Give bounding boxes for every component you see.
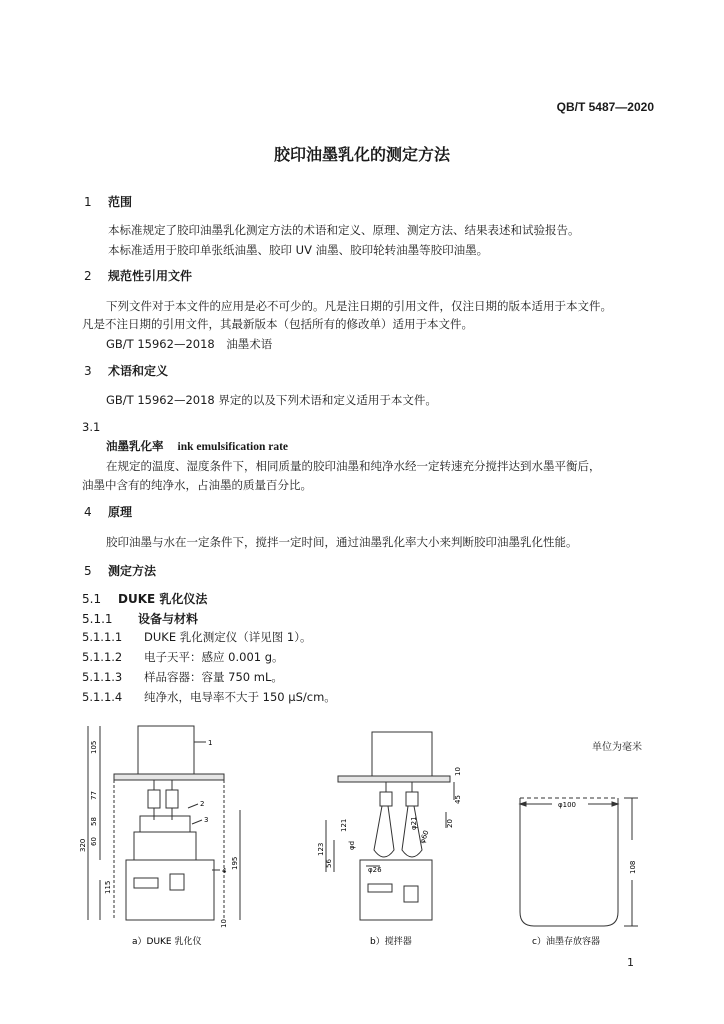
part-label: 2 bbox=[200, 800, 205, 808]
item-text: DUKE 乳化测定仪（详见图 1）。 bbox=[144, 630, 312, 644]
dimension-label: 77 bbox=[90, 791, 98, 800]
part-label: 3 bbox=[204, 816, 209, 824]
page-number: 1 bbox=[627, 956, 634, 969]
section-number: 1 bbox=[84, 195, 92, 209]
list-item bbox=[82, 649, 284, 665]
section-number: 3 bbox=[84, 364, 92, 378]
dimension-label: 10 bbox=[220, 919, 228, 928]
container-outline bbox=[520, 798, 618, 926]
section-title: 规范性引用文件 bbox=[108, 269, 193, 283]
normative-reference: GB/T 15962—2018 油墨术语 bbox=[106, 337, 273, 351]
section-5-1-1-heading bbox=[82, 610, 198, 627]
section-5-heading bbox=[84, 562, 156, 579]
paragraph: 本标准适用于胶印单张纸油墨、胶印 UV 油墨、胶印轮转油墨等胶印油墨。 bbox=[108, 243, 489, 257]
paragraph: 下列文件对于本文件的应用是必不可少的。凡是注日期的引用文件，仅注日期的版本适用于本文件。 bbox=[106, 299, 612, 313]
figure-caption: c）油墨存放容器 bbox=[532, 937, 600, 947]
section-number: 5 bbox=[84, 564, 92, 578]
list-item bbox=[82, 689, 336, 705]
paragraph: 凡是不注日期的引用文件，其最新版本（包括所有的修改单）适用于本文件。 bbox=[82, 317, 473, 331]
dimension-label: 123 bbox=[317, 842, 325, 856]
section-title: 范围 bbox=[108, 195, 133, 209]
item-text: 样品容器：容量 750 mL。 bbox=[144, 670, 283, 684]
dimension-label: 108 bbox=[629, 860, 637, 874]
stirring-paddle bbox=[402, 806, 422, 857]
dimension-label: 195 bbox=[231, 856, 239, 870]
section-title: 测定方法 bbox=[108, 564, 157, 578]
dimension-label: φd bbox=[348, 840, 356, 850]
item-text: 纯净水，电导率不大于 150 μS/cm。 bbox=[144, 690, 336, 704]
section-title: 术语和定义 bbox=[108, 364, 169, 378]
dimension-label: 121 bbox=[340, 818, 348, 832]
dimension-label: 105 bbox=[90, 740, 98, 754]
paragraph: 在规定的温度、湿度条件下，相同质量的胶印油墨和纯净水经一定转速充分搅拌达到水墨平衡后， bbox=[106, 459, 601, 473]
section-title: DUKE 乳化仪法 bbox=[118, 592, 208, 606]
dimension-label: φ26 bbox=[368, 866, 382, 874]
term-entry bbox=[106, 438, 288, 454]
figure-c-ink-container bbox=[506, 780, 666, 960]
section-4-heading bbox=[84, 503, 132, 520]
section-title: 原理 bbox=[108, 505, 133, 519]
document-title: 胶印油墨乳化的测定方法 bbox=[273, 145, 450, 164]
stirring-paddle bbox=[374, 806, 394, 857]
item-number: 5.1.1.3 bbox=[82, 670, 123, 684]
base-platform bbox=[134, 832, 196, 860]
item-number: 5.1.1.4 bbox=[82, 690, 123, 704]
dimension-label: 58 bbox=[90, 817, 98, 826]
paragraph: 胶印油墨与水在一定条件下，搅拌一定时间，通过油墨乳化率大小来判断胶印油墨乳化性能。 bbox=[106, 535, 578, 549]
item-number: 5.1.1.2 bbox=[82, 650, 123, 664]
dimension-label: 45 bbox=[454, 795, 462, 804]
dimension-label: 320 bbox=[79, 838, 87, 852]
dimension-label: φ100 bbox=[558, 801, 576, 809]
dimension-label: 60 bbox=[90, 837, 98, 846]
term-chinese: 油墨乳化率 bbox=[106, 439, 164, 453]
top-plate bbox=[114, 774, 224, 780]
section-number: 5.1 bbox=[82, 592, 102, 606]
section-number: 5.1.1 bbox=[82, 612, 113, 626]
item-text: 电子天平：感应 0.001 g。 bbox=[144, 650, 284, 664]
unit-note: 单位为毫米 bbox=[592, 742, 642, 753]
dimension-label: 20 bbox=[446, 819, 454, 828]
paragraph: 油墨中含有的纯净水，占油墨的质量百分比。 bbox=[82, 478, 312, 492]
dimension-label: 10 bbox=[454, 767, 462, 776]
dimension-label: φ21 bbox=[410, 816, 418, 830]
section-1-heading bbox=[84, 193, 132, 210]
term-english: ink emulsification rate bbox=[177, 441, 289, 453]
dimension-label: 56 bbox=[325, 859, 333, 868]
section-number: 4 bbox=[84, 505, 92, 519]
sample-container bbox=[140, 816, 190, 832]
list-item bbox=[82, 669, 283, 685]
section-number: 2 bbox=[84, 269, 92, 283]
section-title: 设备与材料 bbox=[138, 612, 199, 626]
part-label: 4 bbox=[222, 867, 227, 875]
figure-b-stirrer bbox=[308, 720, 488, 960]
dimension-label: 115 bbox=[104, 880, 112, 894]
list-item bbox=[82, 629, 311, 645]
motor-housing bbox=[138, 726, 194, 774]
subsection-number: 3.1 bbox=[82, 420, 101, 434]
section-5-1-heading bbox=[82, 590, 207, 607]
figure-a-duke-tester bbox=[74, 720, 264, 960]
section-3-heading bbox=[84, 362, 168, 379]
paragraph: GB/T 15962—2018 界定的以及下列术语和定义适用于本文件。 bbox=[106, 393, 437, 407]
part-label: 1 bbox=[208, 739, 213, 747]
item-number: 5.1.1.1 bbox=[82, 630, 123, 644]
standard-code: QB/T 5487—2020 bbox=[556, 100, 654, 114]
section-2-heading bbox=[84, 267, 192, 284]
top-plate bbox=[338, 776, 450, 782]
motor-housing bbox=[372, 732, 432, 776]
paragraph: 本标准规定了胶印油墨乳化测定方法的术语和定义、原理、测定方法、结果表述和试验报告。 bbox=[108, 223, 580, 237]
figure-caption: a）DUKE 乳化仪 bbox=[132, 937, 202, 947]
dimension-label: φ60 bbox=[418, 829, 431, 845]
figure-caption: b）搅拌器 bbox=[370, 937, 412, 947]
